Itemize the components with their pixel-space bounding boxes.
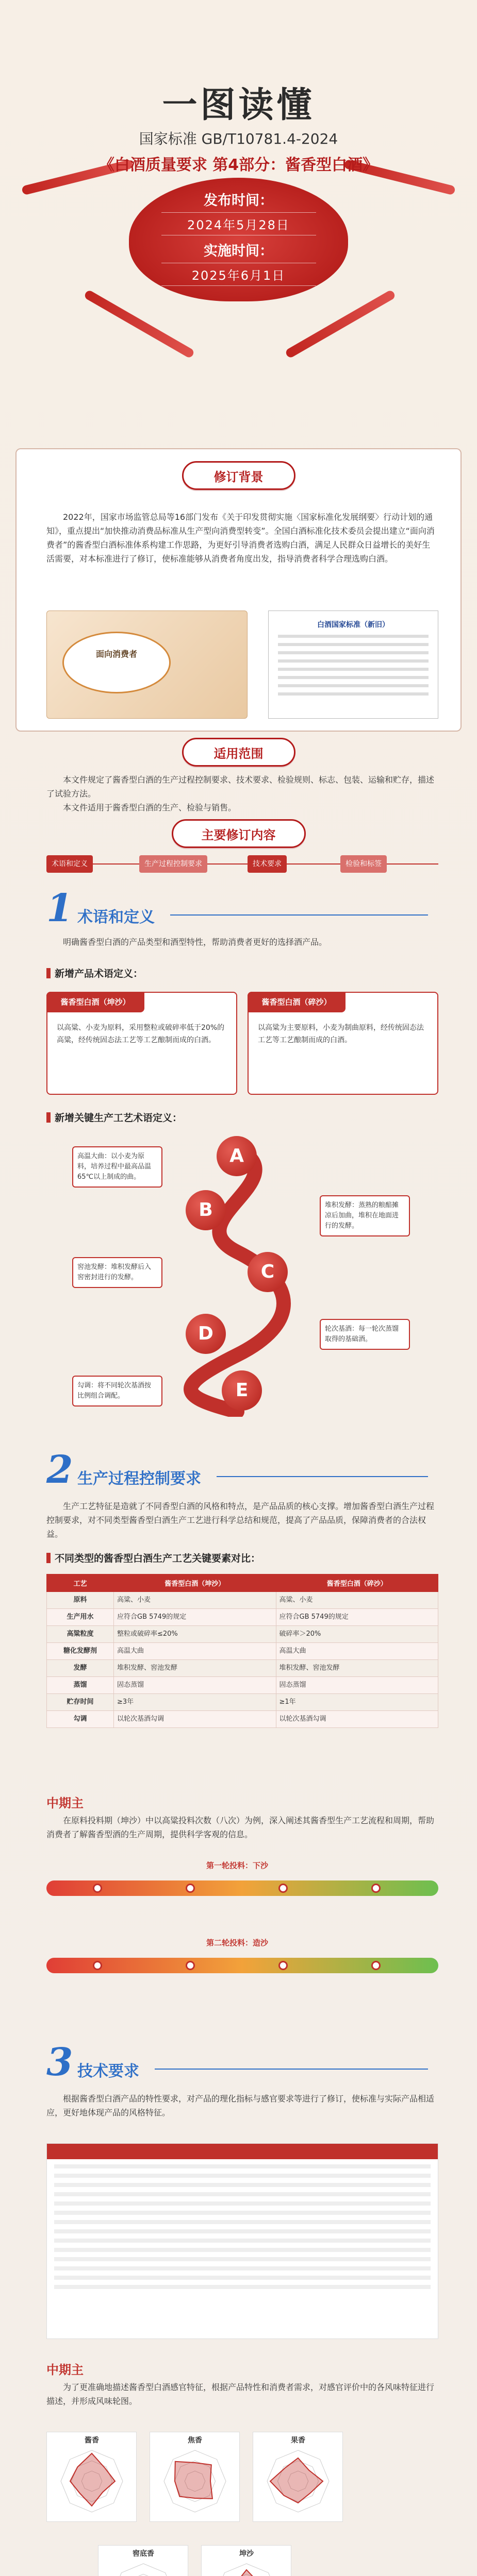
terms-intro: 明确酱香型白酒的产品类型和酒型特性，帮助消费者更好的选择酒产品。 [63,937,327,947]
section-number-1: 1 [46,886,73,930]
chip-process: 生产过程控制要求 [139,855,207,873]
timeline-text: 在原料投料期（坤沙）中以高粱投料次数（八次）为例，深入阐述其酱香型生产工艺流程和周期，帮助消费者了解酱香型酒的生产周期，提供科学客观的信息。 [46,1816,435,1839]
radar-label: 酱香 [85,2436,99,2445]
timeline-text-block [46,1814,438,1841]
radar-chart [253,2432,343,2522]
table-cell: ≥1年 [276,1694,438,1711]
ribbon-lower-left [84,289,195,359]
radar-text: 为了更准确地描述酱香型白酒感官特征，根据产品特性和消费者需求，对感官评价中的各风味特征进行描述，并形成风味轮图。 [46,2382,435,2406]
table-row [47,1694,438,1711]
process-text-block [46,1499,438,1541]
table-row [47,1609,438,1626]
table-cell: 高温大曲 [114,1643,276,1660]
terms-intro-block [46,935,438,949]
process-step-e: E [222,1370,262,1411]
table-cell: ≥3年 [114,1694,276,1711]
section-title-scope: 适用范围 [182,738,295,767]
consumer-bubble: 面向消费者 [62,632,171,693]
table-cell: 固态蒸馏 [276,1677,438,1694]
process-step-c: C [248,1252,288,1292]
standard-title: 《白酒质量要求 第4部分：酱香型白酒》 [98,156,379,174]
timeline-title: 中期主 [46,1796,84,1810]
table-row [47,1711,438,1728]
term-card-suisha-text: 以高粱为主要原料，小麦为制曲原料，经传统固态法工艺等工艺酿制而成的白酒。 [258,1024,424,1044]
table-cell: 应符合GB 5749的规定 [276,1609,438,1626]
content-chips [46,855,438,876]
table-cell: 高温大曲 [276,1643,438,1660]
dates-badge [129,178,348,301]
radar-label: 焦香 [188,2436,202,2445]
table-cell: 高粱粒度 [47,1626,114,1643]
tech-text-block [46,2092,438,2120]
process-step-a: A [217,1136,257,1176]
term-card-kunsha-text: 以高粱、小麦为原料，采用整粒或破碎率低于20%的高粱，经传统固态法工艺等工艺酿制而成的白酒。 [57,1024,225,1044]
table-cell: 高粱、小麦 [276,1592,438,1609]
chip-tech: 技术要求 [248,855,287,873]
radar-chart [98,2545,188,2576]
table-cell: 破碎率＞20% [276,1626,438,1643]
radar-label: 果香 [291,2436,305,2445]
process-text-c: 窖池发酵：堆积发酵后入窖密封进行的发酵。 [72,1257,162,1288]
document-heading: 白酒国家标准（新旧） [317,621,389,629]
process-table [46,1574,438,1728]
impl-label: 实施时间： [204,243,273,259]
table-cell: 整粒或破碎率≤20% [114,1626,276,1643]
chip-terms: 术语和定义 [46,855,93,873]
release-date: 2024年5月28日 [161,212,316,235]
scope-text-block [46,773,438,815]
table-head: 酱香型白酒（坤沙） [114,1574,276,1592]
stage-1-label: 第一轮投料：下沙 [206,1861,268,1870]
process-text: 生产工艺特征是造就了不同香型白酒的风格和特点，是产品品质的核心支撑。增加酱香型白酒生产过程控制要求，对不同类型酱香型白酒生产工艺进行科学总结和规范，提高了产品品质，保障消费者的合法权益。 [46,1501,435,1539]
table-cell: 堆积发酵、窖池发酵 [114,1660,276,1677]
table-cell: 以轮次基酒勾调 [114,1711,276,1728]
table-cell: 应符合GB 5749的规定 [114,1609,276,1626]
tech-heading: 技术要求 [77,2062,139,2080]
table-cell: 高粱、小麦 [114,1592,276,1609]
section-title-content: 主要修订内容 [172,819,306,848]
section-title-background: 修订背景 [182,461,295,490]
radar-chart [46,2432,137,2522]
process-step-d: D [186,1314,226,1354]
scope-text-2: 本文件适用于酱香型白酒的生产、检验与销售。 [63,803,237,812]
terms-heading: 术语和定义 [77,908,155,926]
ribbon-lower-right [285,289,397,359]
term-card-suisha [248,992,438,1095]
background-text: 2022年，国家市场监管总局等16部门发布《关于印发贯彻实施〈国家标准化发展纲要〉行动计划的通知》，重点提出“加快推动消费品标准从生产型向消费型转变”。全国白酒标准化技术委员会提出建立“面向消费者”的酱香型白酒标准体系构建工作思路，为更好引导消费者选购白酒，满足人民群众日益增长的美好生活需要，对本标准进行了修订，使标准能够从消费者角度出发，指导消费者科学合理选购白酒。 [46,512,435,564]
table-head: 工艺 [47,1574,114,1592]
table-cell: 以轮次基酒勾调 [276,1711,438,1728]
section-number-3: 3 [46,2040,73,2084]
table-row [47,1660,438,1677]
table-cell: 固态蒸馏 [114,1677,276,1694]
table-cell: 勾调 [47,1711,114,1728]
radar-chart [201,2545,291,2576]
table-row [47,1643,438,1660]
term-card-kunsha [46,992,237,1095]
background-image-consumer [46,611,248,719]
table-cell: 发酵 [47,1660,114,1677]
new-terms-title: 新增产品术语定义： [46,966,143,980]
scope-text-1: 本文件规定了酱香型白酒的生产过程控制要求、技术要求、检验规则、标志、包装、运输和贮存，描述了试验方法。 [46,775,435,799]
stage-2-label: 第二轮投料：造沙 [206,1938,268,1947]
process-table-title: 不同类型的酱香型白酒生产工艺关键要素对比： [46,1551,260,1565]
tech-spec-sheet [46,2143,438,2339]
table-cell: 堆积发酵、窖池发酵 [276,1660,438,1677]
process-table-wrap [46,1574,438,1728]
radar-title: 中期主 [46,2363,84,2377]
radar-text-block [46,2380,438,2408]
table-row [47,1626,438,1643]
standard-number: 国家标准 GB/T10781.4-2024 [139,130,338,147]
term-card-kunsha-title: 酱香型白酒（坤沙） [46,992,144,1012]
radar-chart [150,2432,240,2522]
process-step-b: B [186,1190,226,1230]
table-cell: 贮存时间 [47,1694,114,1711]
header [0,0,477,443]
tech-text: 根据酱香型白酒产品的特性要求，对产品的理化指标与感官要求等进行了修订，使标准与实际产品相适应，更好地体现产品的风格特征。 [46,2094,435,2117]
process-terms-title: 新增关键生产工艺术语定义： [46,1110,182,1124]
radar-label: 窖底香 [133,2550,154,2558]
table-cell: 生产用水 [47,1609,114,1626]
page-title: 一图读懂 [162,84,315,126]
process-heading: 生产过程控制要求 [77,1470,201,1488]
chip-label: 检验和标签 [340,855,387,873]
table-cell: 蒸馏 [47,1677,114,1694]
table-row [47,1677,438,1694]
term-card-suisha-title: 酱香型白酒（碎沙） [248,992,346,1012]
table-row [47,1592,438,1609]
process-text-d: 轮次基酒：每一轮次蒸馏取得的基础酒。 [320,1319,410,1350]
background-image-document [268,611,438,719]
table-cell: 糖化发酵剂 [47,1643,114,1660]
release-label: 发布时间： [204,193,273,209]
background-text-block [46,510,438,566]
section-number-2: 2 [46,1448,73,1492]
process-text-a: 高温大曲：以小麦为原料，培养过程中最高品温65℃以上制成的曲。 [72,1146,162,1188]
table-cell: 原料 [47,1592,114,1609]
process-text-b: 堆积发酵：蒸熟的粮醅摊凉后加曲，堆积在地面进行的发酵。 [320,1195,410,1236]
radar-label: 坤沙 [239,2550,254,2558]
table-head: 酱香型白酒（碎沙） [276,1574,438,1592]
impl-date: 2025年6月1日 [161,263,316,286]
process-text-e: 勾调：将不同轮次基酒按比例组合调配。 [72,1376,162,1406]
